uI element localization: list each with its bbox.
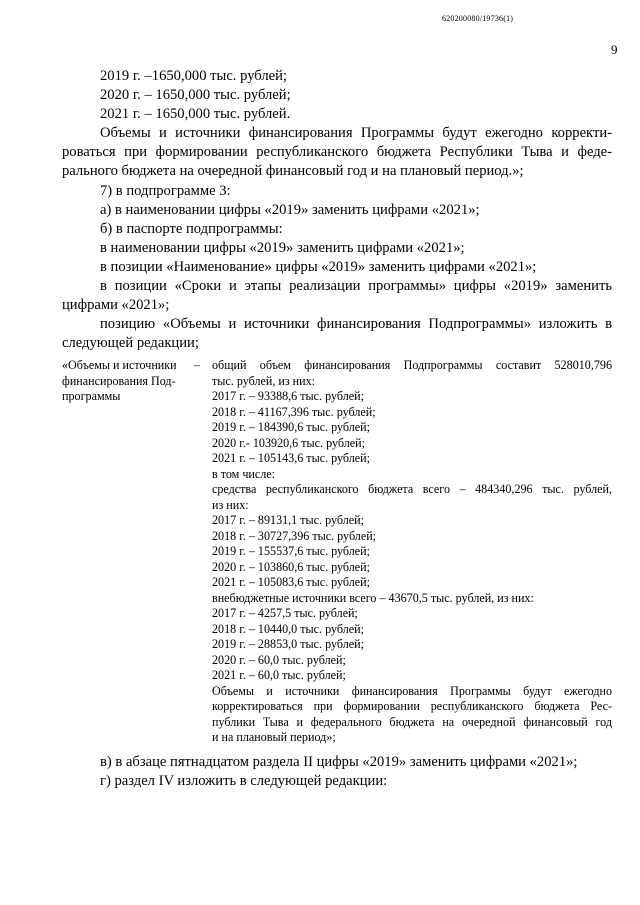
page-number: 9	[611, 42, 618, 57]
document-body	[62, 67, 612, 791]
passport-line: корректироваться при формировании республиканского бюджета Рес-	[212, 699, 612, 714]
passport-line: 2019 г. – 155537,6 тыс. рублей;	[212, 544, 370, 559]
passport-line: 2021 г. – 60,0 тыс. рублей;	[212, 668, 346, 683]
passport-line: 2019 г. – 28853,0 тыс. рублей;	[212, 637, 364, 652]
amendment-item: следующей редакции;	[62, 335, 199, 352]
passport-line: в том числе:	[212, 466, 276, 481]
passport-dash: –	[194, 358, 201, 373]
passport-line: 2017 г. – 4257,5 тыс. рублей;	[212, 606, 358, 621]
amendment-item: цифрами «2021»;	[62, 297, 170, 314]
passport-label-line: «Объемы и источники	[62, 358, 177, 373]
passport-line: 2018 г. – 41167,396 тыс. рублей;	[212, 404, 376, 419]
passport-line: средства республиканского бюджета всего – 484340,296 тыс. рублей,	[212, 482, 612, 497]
passport-content-cell	[212, 358, 612, 746]
passport-line: 2018 г. – 10440,0 тыс. рублей;	[212, 621, 364, 636]
passport-line: 2019 г. – 184390,6 тыс. рублей;	[212, 420, 370, 435]
passport-line: из них:	[212, 497, 249, 512]
passport-line: 2017 г. – 93388,6 тыс. рублей;	[212, 389, 364, 404]
passport-label-line: программы	[62, 389, 121, 404]
intro-line: 2019 г. –1650,000 тыс. рублей;	[100, 68, 287, 84]
passport-line: 2017 г. – 89131,1 тыс. рублей;	[212, 513, 364, 528]
passport-line: 2018 г. – 30727,396 тыс. рублей;	[212, 528, 377, 543]
amendment-item: в) в абзаце пятнадцатом раздела II цифры «2019» заменить цифрами «2021»;	[100, 753, 578, 770]
passport-line: Объемы и источники финансирования Программы будут ежегодно	[212, 683, 612, 698]
amendment-item: в наименовании цифры «2019» заменить цифрами «2021»;	[100, 239, 465, 256]
funding-note-line: Объемы и источники финансирования Программы будут ежегодно корректи-	[100, 125, 612, 142]
amendment-item: в позиции «Наименование» цифры «2019» заменить цифрами «2021»;	[100, 258, 537, 275]
passport-line: внебюджетные источники всего – 43670,5 тыс. рублей, из них:	[212, 590, 534, 605]
passport-line: 2021 г. – 105143,6 тыс. рублей;	[212, 451, 370, 466]
passport-table	[62, 358, 612, 746]
intro-line: 2020 г. – 1650,000 тыс. рублей;	[100, 87, 291, 104]
passport-line: общий объем финансирования Подпрограммы составит 528010,796	[212, 358, 612, 373]
passport-label-cell	[62, 358, 194, 746]
amendment-item: а) в наименовании цифры «2019» заменить цифрами «2021»;	[100, 201, 480, 218]
passport-line: 2020 г.- 103920,6 тыс. рублей;	[212, 435, 365, 450]
intro-line: 2021 г. – 1650,000 тыс. рублей.	[100, 106, 291, 123]
amendment-item: позицию «Объемы и источники финансирования Подпрограммы» изложить в	[100, 316, 612, 333]
passport-line: 2020 г. – 60,0 тыс. рублей;	[212, 652, 346, 667]
passport-line: и на плановый период»;	[212, 730, 336, 745]
passport-line: 2020 г. – 103860,6 тыс. рублей;	[212, 559, 370, 574]
document-number: 620200080/19736(1)	[442, 14, 514, 23]
funding-note-line: рального бюджета на очередной финансовый год и на плановый период.»;	[62, 163, 524, 180]
amendment-item: б) в паспорте подпрограммы:	[100, 220, 283, 237]
passport-line: тыс. рублей, из них:	[212, 373, 315, 388]
passport-label-line: финансирования Под-	[62, 373, 176, 388]
amendment-item: в позиции «Сроки и этапы реализации программы» цифры «2019» заменить	[100, 278, 612, 295]
funding-note-line: роваться при формировании республиканского бюджета Республики Тыва и феде-	[62, 144, 612, 161]
amendment-item: 7) в подпрограмме 3:	[100, 182, 231, 199]
passport-line: 2021 г. – 105083,6 тыс. рублей;	[212, 575, 370, 590]
passport-line: публики Тыва и федерального бюджета на очередной финансовый год	[212, 714, 612, 729]
amendment-item: г) раздел IV изложить в следующей редакции:	[100, 773, 388, 789]
